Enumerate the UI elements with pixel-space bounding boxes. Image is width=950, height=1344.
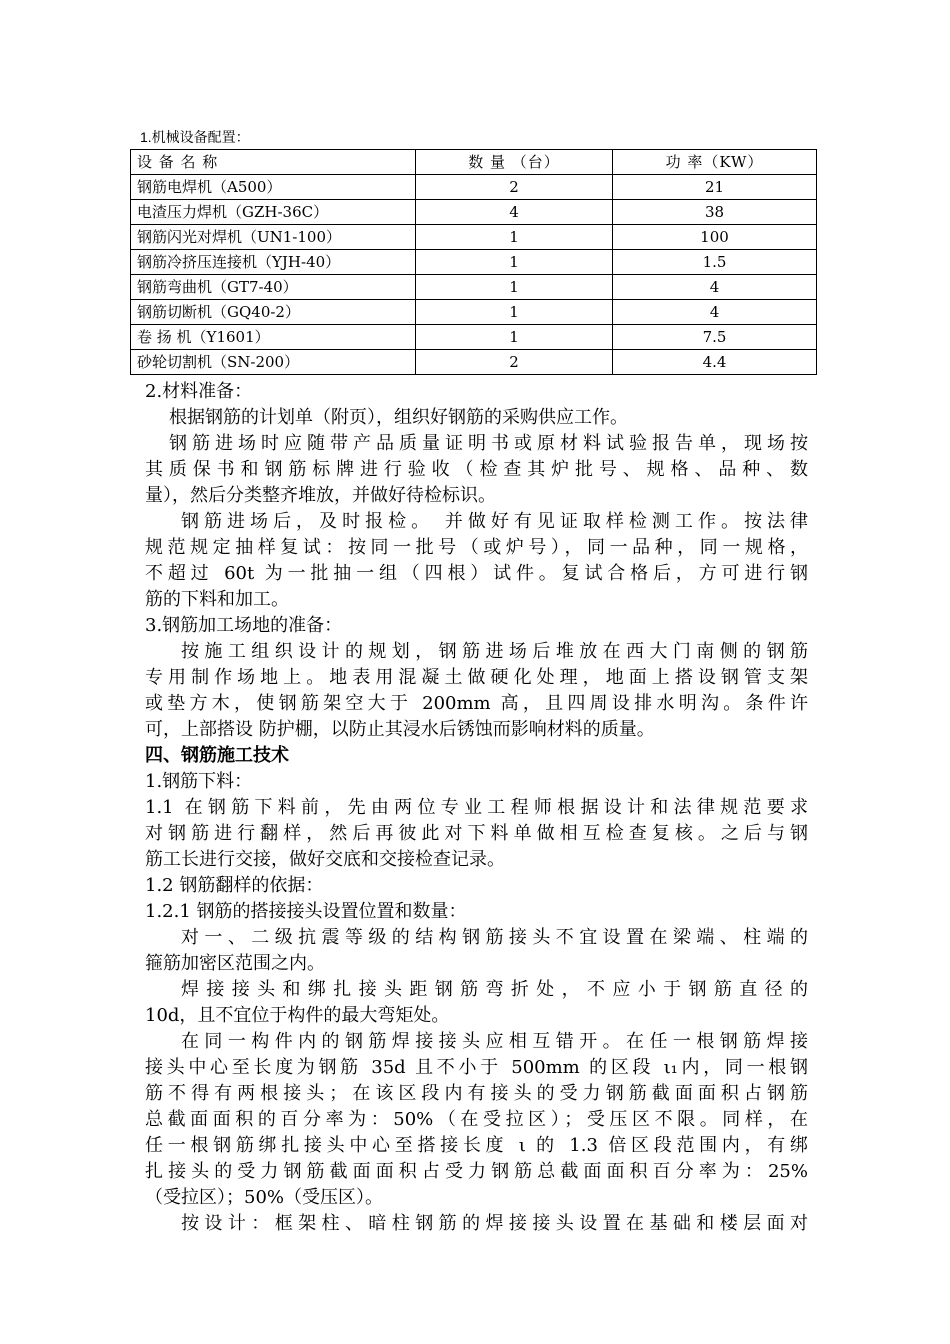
cell-name: 砂轮切割机（SN-200）: [131, 350, 416, 375]
text-line: 钢筋进场后，及时报检。 并做好有见证取样检测工作。按法律: [181, 511, 808, 532]
cell-quantity: 2: [416, 350, 613, 375]
cell-quantity: 1: [416, 325, 613, 350]
header-cell-quantity: 数 量 （台）: [416, 150, 613, 175]
cell-quantity: 1: [416, 300, 613, 325]
cell-name: 钢筋弯曲机（GT7-40）: [131, 275, 416, 300]
text-line: 箍筋加密区范围之内。: [145, 953, 325, 974]
cell-quantity: 2: [416, 175, 613, 200]
header-cell-power: 功 率（KW）: [613, 150, 817, 175]
text-line: 接头中心至长度为钢筋 35d 且不小于 500mm 的区段 ι₁内，同一根钢: [145, 1057, 808, 1078]
table-row: [131, 225, 817, 250]
text-line: 按施工组织设计的规划，钢筋进场后堆放在西大门南侧的钢筋: [181, 641, 808, 662]
table-row: [131, 175, 817, 200]
cell-name: 钢筋冷挤压连接机（YJH-40）: [131, 250, 416, 275]
cell-power: 100: [613, 225, 817, 250]
text-line: 在同一构件内的钢筋焊接接头应相互错开。在任一根钢筋焊接: [181, 1031, 808, 1052]
table-row: [131, 250, 817, 275]
section-heading: 1.钢筋下料：: [145, 771, 253, 792]
section-heading: 1.2.1 钢筋的搭接接头设置位置和数量：: [145, 901, 467, 922]
text-line: 或垫方木，使钢筋架空大于 200mm 高，且四周设排水明沟。条件许: [145, 693, 808, 714]
text-line: 对钢筋进行翻样，然后再彼此对下料单做相互检查复核。之后与钢: [145, 823, 808, 844]
text-line: 总截面面积的百分率为：50%（在受拉区）；受压区不限。同样，在: [145, 1109, 808, 1130]
text-line: 不超过 60t 为一批抽一组（四根）试件。复试合格后，方可进行钢: [145, 563, 808, 584]
text-line: 根据钢筋的计划单（附页），组织好钢筋的采购供应工作。: [169, 407, 628, 428]
text-line: 10d，且不宜位于构件的最大弯矩处。: [145, 1005, 450, 1026]
text-line: 对一、二级抗震等级的结构钢筋接头不宜设置在梁端、柱端的: [181, 927, 808, 948]
text-line: 钢筋进场时应随带产品质量证明书或原材料试验报告单，现场按: [169, 433, 808, 454]
table-caption: 1.机械设备配置：: [140, 129, 250, 145]
section-heading: 2.材料准备：: [145, 381, 253, 402]
section-heading: 3.钢筋加工场地的准备：: [145, 615, 343, 636]
section-heading: 1.2 钢筋翻样的依据：: [145, 875, 324, 896]
cell-power: 1.5: [613, 250, 817, 275]
chapter-heading: 四、钢筋施工技术: [145, 745, 289, 766]
text-line: 焊接接头和绑扎接头距钢筋弯折处，不应小于钢筋直径的: [181, 979, 808, 1000]
cell-quantity: 1: [416, 250, 613, 275]
cell-name: 钢筋切断机（GQ40-2）: [131, 300, 416, 325]
text-line: 专用制作场地上。地表用混凝土做硬化处理，地面上搭设钢管支架: [145, 667, 808, 688]
table-row: [131, 325, 817, 350]
text-line: 量），然后分类整齐堆放，并做好待检标识。: [145, 485, 496, 506]
header-cell-name: 设 备 名 称: [131, 150, 416, 175]
equipment-table: [130, 149, 817, 375]
text-line: 按设计：框架柱、暗柱钢筋的焊接接头设置在基础和楼层面对: [181, 1213, 808, 1234]
cell-power: 4: [613, 275, 817, 300]
table-row: [131, 200, 817, 225]
text-line: 筋的下料和加工。: [145, 589, 289, 610]
table-row: [131, 275, 817, 300]
cell-name: 钢筋闪光对焊机（UN1-100）: [131, 225, 416, 250]
cell-quantity: 4: [416, 200, 613, 225]
table-row: [131, 300, 817, 325]
table-header-row: [131, 150, 817, 175]
cell-quantity: 1: [416, 225, 613, 250]
text-line: 任一根钢筋绑扎接头中心至搭接长度 ι 的 1.3 倍区段范围内，有绑: [145, 1135, 808, 1156]
cell-power: 7.5: [613, 325, 817, 350]
text-line: 1.1 在钢筋下料前，先由两位专业工程师根据设计和法律规范要求: [145, 797, 808, 818]
cell-quantity: 1: [416, 275, 613, 300]
cell-name: 电渣压力焊机（GZH-36C）: [131, 200, 416, 225]
cell-power: 4.4: [613, 350, 817, 375]
table-row: [131, 350, 817, 375]
cell-power: 4: [613, 300, 817, 325]
text-line: （受拉区）；50%（受压区）。: [145, 1187, 384, 1208]
text-line: 其质保书和钢筋标牌进行验收（检查其炉批号、规格、品种、数: [145, 459, 808, 480]
text-line: 筋不得有两根接头；在该区段内有接头的受力钢筋截面面积占钢筋: [145, 1083, 808, 1104]
cell-power: 21: [613, 175, 817, 200]
text-line: 筋工长进行交接，做好交底和交接检查记录。: [145, 849, 505, 870]
cell-power: 38: [613, 200, 817, 225]
cell-name: 钢筋电焊机（A500）: [131, 175, 416, 200]
text-line: 扎接头的受力钢筋截面面积占受力钢筋总截面面积百分率为：25%: [145, 1161, 808, 1182]
cell-name: 卷 扬 机（Y1601）: [131, 325, 416, 350]
text-line: 可，上部搭设 防护棚，以防止其浸水后锈蚀而影响材料的质量。: [145, 719, 655, 740]
text-line: 规范规定抽样复试：按同一批号（或炉号），同一品种，同一规格，: [145, 537, 808, 558]
